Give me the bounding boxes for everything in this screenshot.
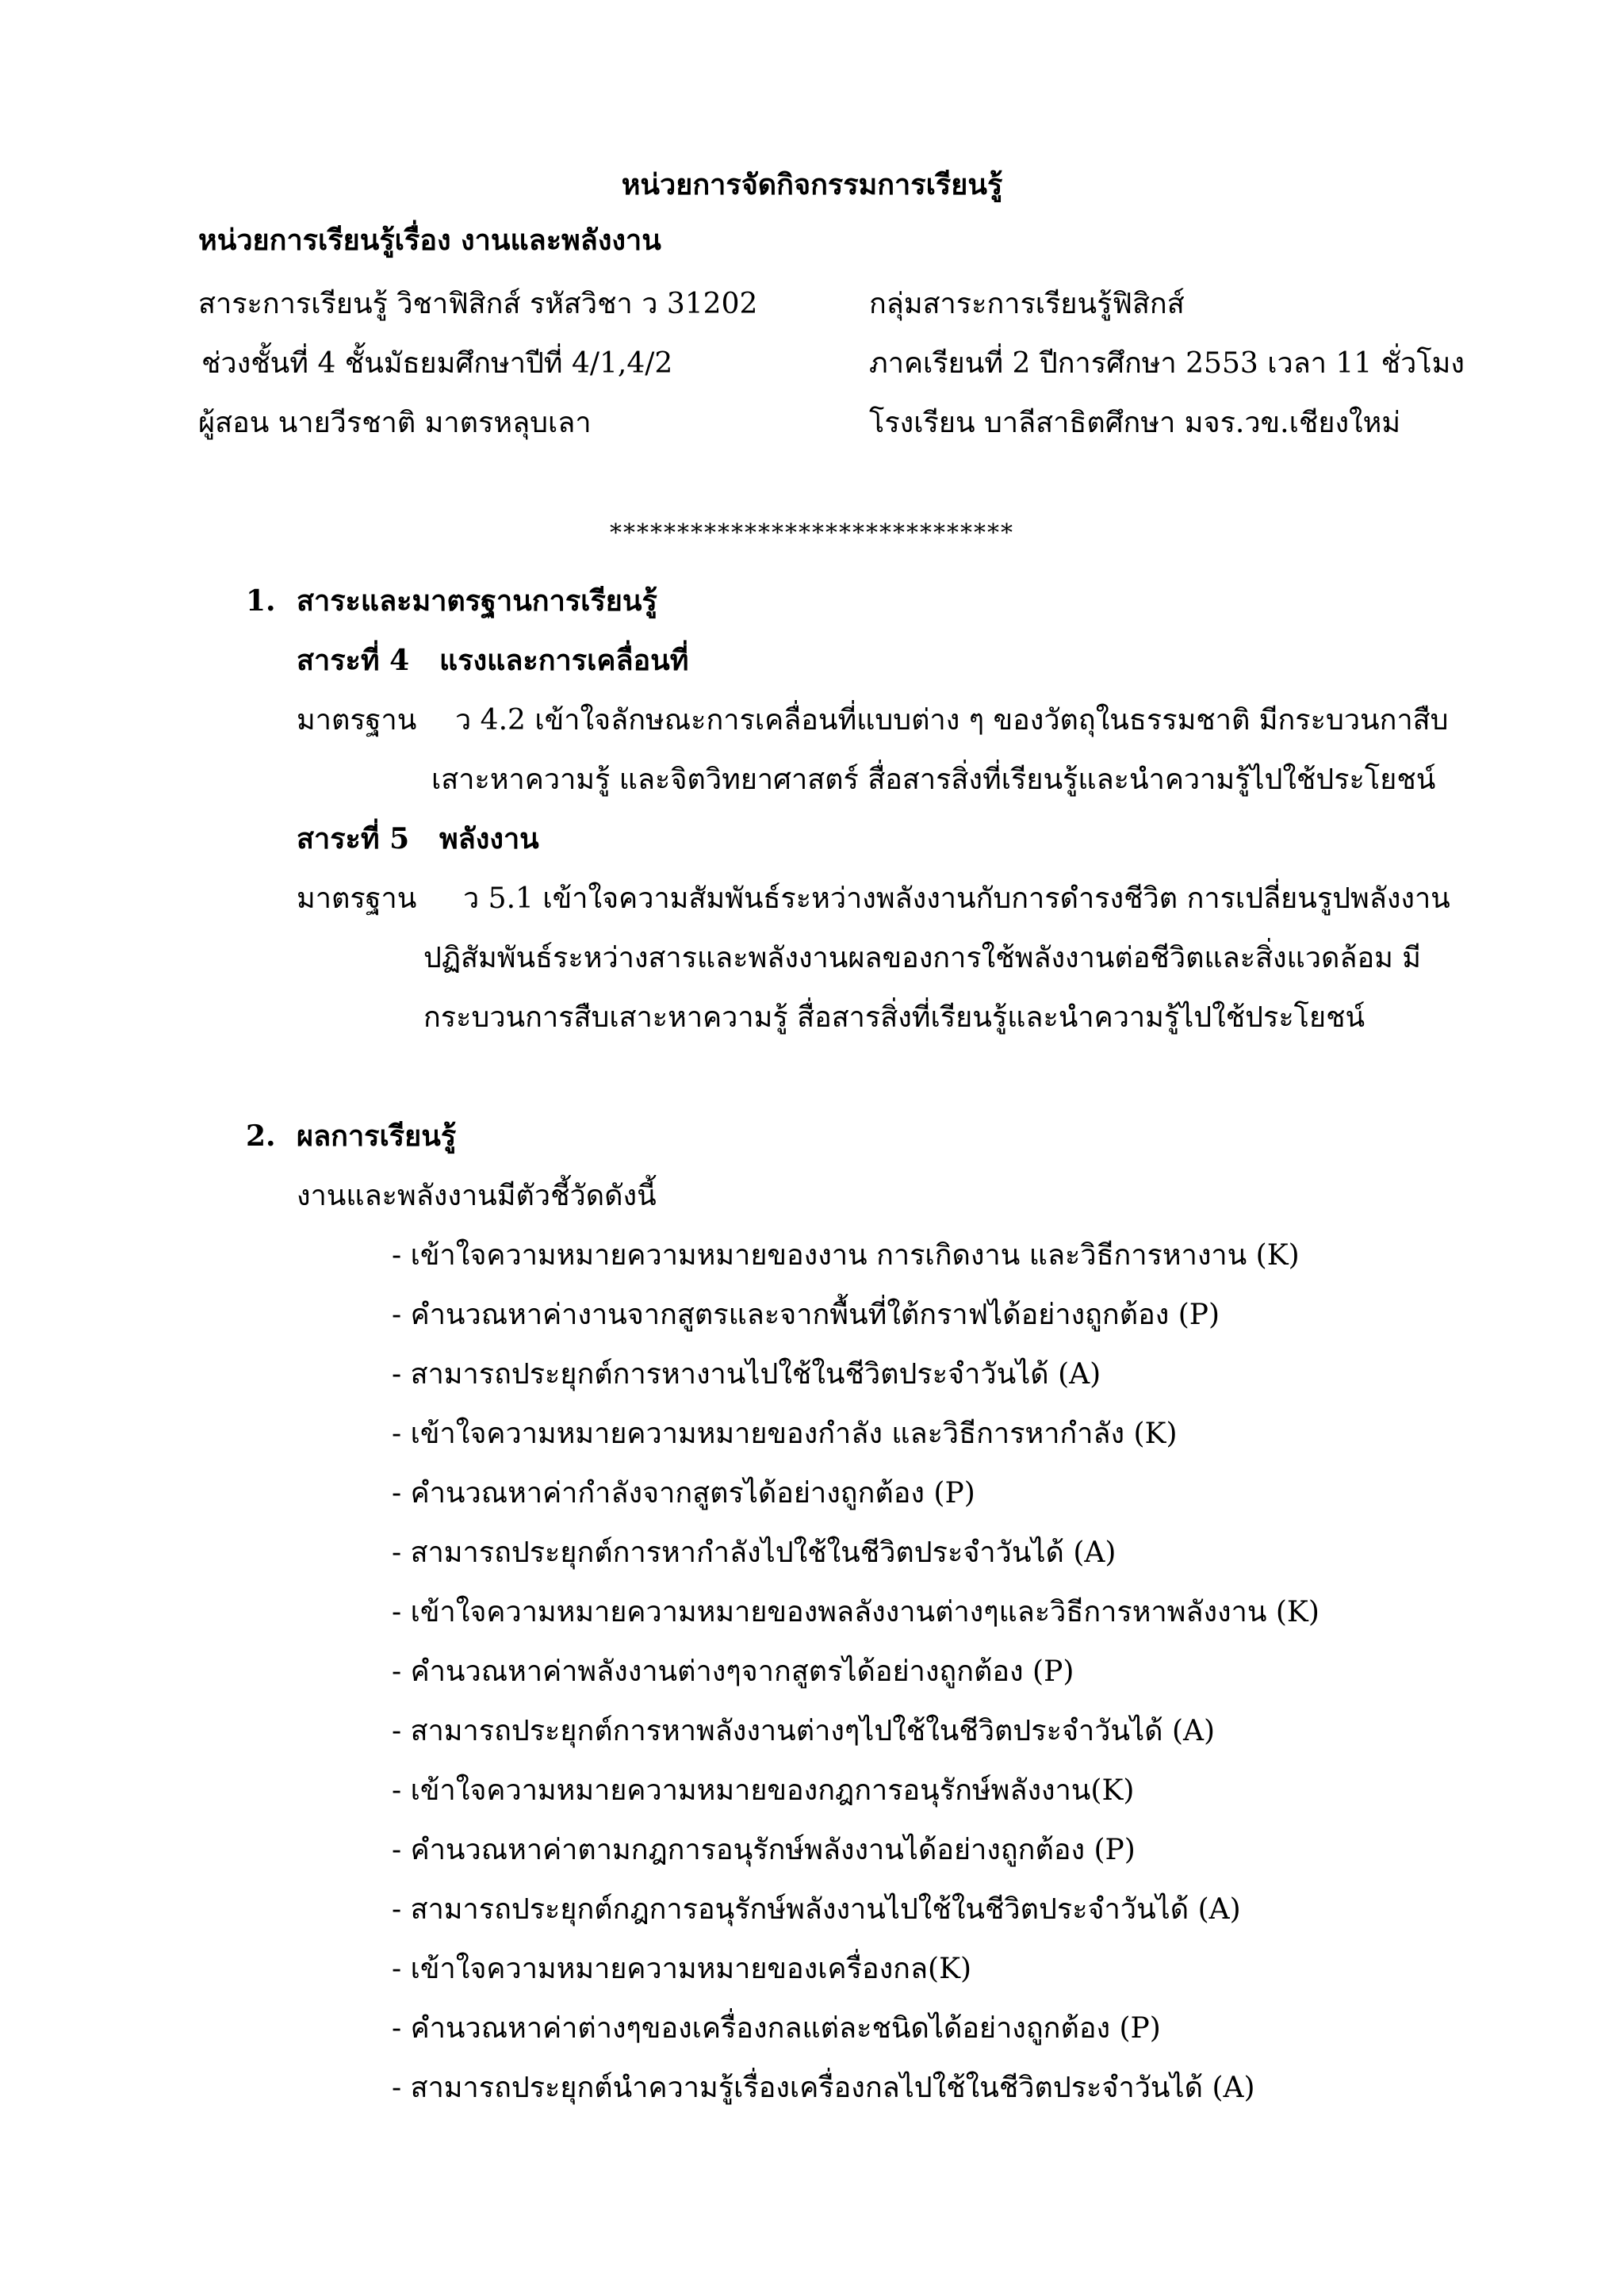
section-2-intro: งานและพลังงานมีตัวชี้วัดดังนี้ xyxy=(297,1180,657,1212)
outcome-item: - สามารถประยุกต์การหาพลังงานต่างๆไปใช้ในชีวิตประจำวันได้ (A) xyxy=(392,1715,1216,1747)
strand-5-label: สาระที่ 5 xyxy=(297,822,410,855)
page-title: หน่วยการจัดกิจกรรมการเรียนรู้ xyxy=(621,168,1003,201)
outcome-item: - สามารถประยุกต์การหากำลังไปใช้ในชีวิตประจำวันได้ (A) xyxy=(392,1536,1116,1569)
unit-title: หน่วยการเรียนรู้เรื่อง งานและพลังงาน xyxy=(198,224,661,257)
teacher-info: ผู้สอน นายวีรชาติ มาตรหลุบเลา xyxy=(198,407,592,439)
outcome-item: - สามารถประยุกต์การหางานไปใช้ในชีวิตประจำวันได้ (A) xyxy=(392,1358,1101,1391)
outcome-item: - สามารถประยุกต์กฎการอนุรักษ์พลังงานไปใช้ในชีวิตประจำวันได้ (A) xyxy=(392,1893,1241,1926)
outcome-item: - เข้าใจความหมายความหมายของงาน การเกิดงาน และวิธีการหางาน (K) xyxy=(392,1239,1300,1272)
outcome-item: - เข้าใจความหมายความหมายของพลลังงานต่างๆและวิธีการหาพลังงาน (K) xyxy=(392,1596,1320,1628)
outcome-item: - เข้าใจความหมายความหมายของกฎการอนุรักษ์พลังงาน(K) xyxy=(392,1774,1135,1807)
divider: ****************************** xyxy=(610,519,1014,547)
outcome-item: - คำนวณหาค่าพลังงานต่างๆจากสูตรได้อย่างถูกต้อง (P) xyxy=(392,1655,1074,1688)
section-1-heading: สาระและมาตรฐานการเรียนรู้ xyxy=(297,584,657,618)
standard-2-line-1: ว 5.1 เข้าใจความสัมพันธ์ระหว่างพลังงานกับการดำรงชีวิต การเปลี่ยนรูปพลังงาน xyxy=(463,882,1450,915)
school-info: โรงเรียน บาลีสาธิตศึกษา มจร.วข.เชียงใหม่ xyxy=(869,407,1401,439)
strand-5-title: พลังงาน xyxy=(439,822,539,855)
standard-2-label: มาตรฐาน xyxy=(297,882,417,915)
subject-info: สาระการเรียนรู้ วิชาฟิสิกส์ รหัสวิชา ว 31202 xyxy=(198,288,758,320)
level-info: ช่วงชั้นที่ 4 ชั้นมัธยมศึกษาปีที่ 4/1,4/2 xyxy=(201,347,673,380)
outcome-item: - เข้าใจความหมายความหมายของเครื่องกล(K) xyxy=(392,1953,972,1985)
term-info: ภาคเรียนที่ 2 ปีการศึกษา 2553 เวลา 11 ชั่วโมง xyxy=(869,347,1465,380)
outcome-item: - คำนวณหาค่ากำลังจากสูตรได้อย่างถูกต้อง (P) xyxy=(392,1477,975,1510)
standard-1-line-1: ว 4.2 เข้าใจลักษณะการเคลื่อนที่แบบต่าง ๆ ของวัตถุในธรรมชาติ มีกระบวนกาสืบ xyxy=(455,704,1449,737)
section-2-heading: ผลการเรียนรู้ xyxy=(297,1119,457,1153)
strand-4-title: แรงและการเคลื่อนที่ xyxy=(439,644,689,677)
outcome-item: - สามารถประยุกต์นำความรู้เรื่องเครื่องกลไปใช้ในชีวิตประจำวันได้ (A) xyxy=(392,2072,1255,2104)
outcome-item: - เข้าใจความหมายความหมายของกำลัง และวิธีการหากำลัง (K) xyxy=(392,1418,1178,1450)
standard-2-line-3: กระบวนการสืบเสาะหาความรู้ สื่อสารสิ่งที่เรียนรู้และนำความรู้ไปใช้ประโยชน์ xyxy=(423,1001,1365,1034)
outcome-item: - คำนวณหาค่าตามกฎการอนุรักษ์พลังงานได้อย่างถูกต้อง (P) xyxy=(392,1834,1136,1866)
outcome-item: - คำนวณหาค่าต่างๆของเครื่องกลแต่ละชนิดได้อย่างถูกต้อง (P) xyxy=(392,2012,1161,2045)
standard-1-line-2: เสาะหาความรู้ และจิตวิทยาศาสตร์ สื่อสารสิ่งที่เรียนรู้และนำความรู้ไปใช้ประโยชน์ xyxy=(431,763,1436,796)
standard-1-label: มาตรฐาน xyxy=(297,704,417,737)
section-2-number: 2. xyxy=(246,1119,276,1153)
strand-4-label: สาระที่ 4 xyxy=(297,644,410,677)
outcome-item: - คำนวณหาค่างานจากสูตรและจากพื้นที่ใต้กราฟได้อย่างถูกต้อง (P) xyxy=(392,1299,1220,1331)
section-1-number: 1. xyxy=(246,584,276,618)
group-info: กลุ่มสาระการเรียนรู้ฟิสิกส์ xyxy=(869,288,1185,320)
standard-2-line-2: ปฏิสัมพันธ์ระหว่างสารและพลังงานผลของการใช้พลังงานต่อชีวิตและสิ่งแวดล้อม มี xyxy=(423,942,1421,974)
